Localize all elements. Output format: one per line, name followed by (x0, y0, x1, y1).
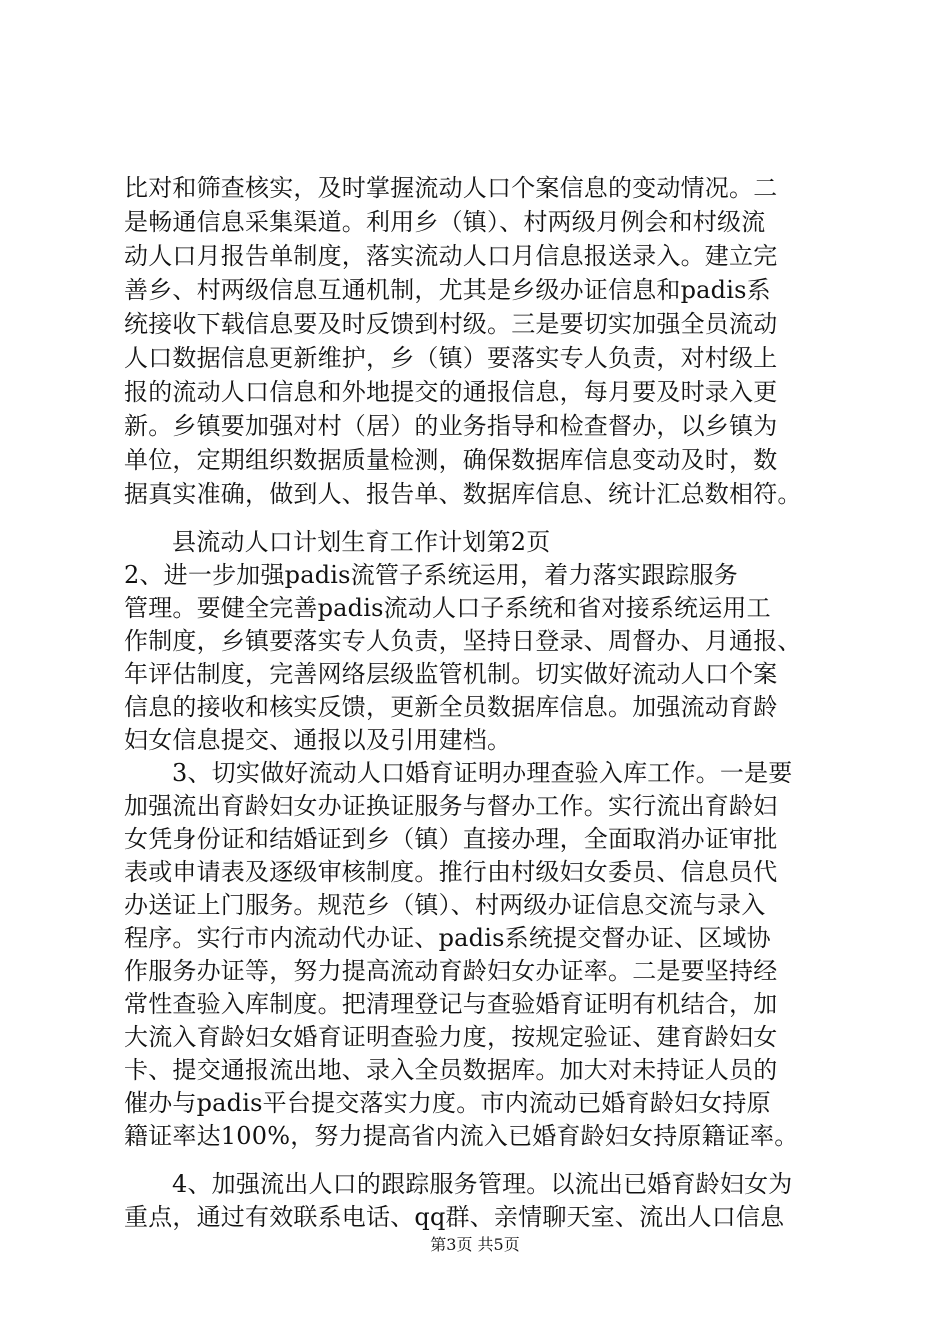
text-line: 卡、提交通报流出地、录入全员数据库。加大对未持证人员的 (124, 1056, 778, 1084)
text-line: 统接收下载信息要及时反馈到村级。三是要切实加强全员流动 (124, 310, 778, 338)
text-line: 县流动人口计划生育工作计划第2页 (172, 528, 551, 556)
page-footer: 第3页 共5页 (430, 1235, 520, 1254)
text-line: 常性查验入库制度。把清理登记与查验婚育证明有机结合，加 (124, 990, 778, 1018)
text-line: 单位，定期组织数据质量检测，确保数据库信息变动及时，数 (124, 446, 778, 474)
text-line: 办送证上门服务。规范乡（镇）、村两级办证信息交流与录入 (124, 891, 766, 919)
text-line: 动人口月报告单制度，落实流动人口月信息报送录入。建立完 (124, 242, 778, 270)
text-line: 据真实准确，做到人、报告单、数据库信息、统计汇总数相符。 (124, 480, 802, 508)
text-line: 报的流动人口信息和外地提交的通报信息，每月要及时录入更 (124, 378, 778, 406)
text-line: 作制度，乡镇要落实专人负责，坚持日登录、周督办、月通报、 (124, 627, 802, 655)
text-line: 善乡、村两级信息互通机制，尤其是乡级办证信息和padis系 (124, 276, 771, 304)
text-line: 4、加强流出人口的跟踪服务管理。以流出已婚育龄妇女为 (172, 1170, 793, 1198)
text-line: 催办与padis平台提交落实力度。市内流动已婚育龄妇女持原 (124, 1089, 771, 1117)
text-line: 管理。要健全完善padis流动人口子系统和省对接系统运用工 (124, 594, 771, 622)
text-line: 是畅通信息采集渠道。利用乡（镇）、村两级月例会和村级流 (124, 208, 766, 236)
text-line: 大流入育龄妇女婚育证明查验力度，按规定验证、建育龄妇女 (124, 1023, 778, 1051)
text-line: 信息的接收和核实反馈，更新全员数据库信息。加强流动育龄 (124, 693, 778, 721)
text-line: 2、进一步加强padis流管子系统运用，着力落实跟踪服务 (124, 561, 738, 589)
text-line: 作服务办证等，努力提高流动育龄妇女办证率。二是要坚持经 (124, 957, 778, 985)
text-line: 重点，通过有效联系电话、qq群、亲情聊天室、流出人口信息 (124, 1203, 785, 1231)
text-line: 妇女信息提交、通报以及引用建档。 (124, 726, 512, 754)
text-line: 程序。实行市内流动代办证、padis系统提交督办证、区域协 (124, 924, 771, 952)
text-line: 籍证率达100%，努力提高省内流入已婚育龄妇女持原籍证率。 (124, 1122, 799, 1150)
text-line: 加强流出育龄妇女办证换证服务与督办工作。实行流出育龄妇 (124, 792, 778, 820)
text-line: 女凭身份证和结婚证到乡（镇）直接办理，全面取消办证审批 (124, 825, 778, 853)
text-line: 比对和筛查核实，及时掌握流动人口个案信息的变动情况。二 (124, 174, 778, 202)
text-line: 表或申请表及逐级审核制度。推行由村级妇女委员、信息员代 (124, 858, 778, 886)
text-line: 新。乡镇要加强对村（居）的业务指导和检查督办，以乡镇为 (124, 412, 778, 440)
text-line: 年评估制度，完善网络层级监管机制。切实做好流动人口个案 (124, 660, 778, 688)
text-line: 3、切实做好流动人口婚育证明办理查验入库工作。一是要 (172, 759, 793, 787)
text-line: 人口数据信息更新维护，乡（镇）要落实专人负责，对村级上 (124, 344, 778, 372)
